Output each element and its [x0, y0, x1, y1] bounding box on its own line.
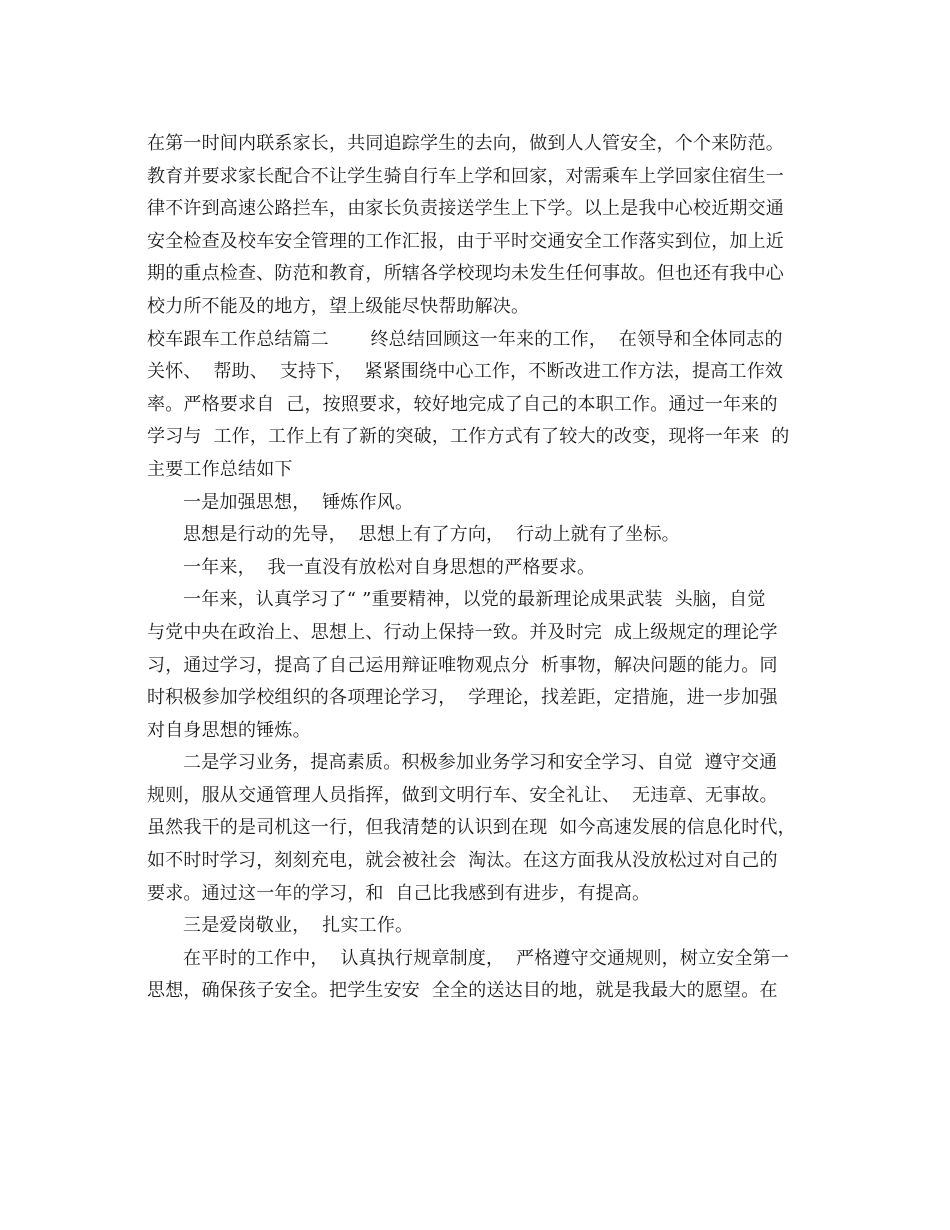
- text-line: 三是爱岗敬业， 扎实工作。: [183, 915, 414, 937]
- text-line: 虽然我干的是司机这一行，但我清楚的认识到在现 如今高速发展的信息化时代，: [147, 817, 796, 839]
- document-body: [147, 128, 807, 1008]
- text-line: 思想是行动的先导， 思想上有了方向， 行动上就有了坐标。: [183, 524, 680, 546]
- text-line: 一年来， 我一直没有放松对自身思想的严格要求。: [183, 556, 596, 578]
- text-line: 率。严格要求自 己，按照要求，较好地完成了自己的本职工作。通过一年来的: [147, 393, 778, 415]
- text-line: 学习与 工作，工作上有了新的突破，工作方式有了较大的改变，现将一年来 的: [147, 426, 790, 448]
- text-line: 主要工作总结如下: [147, 458, 293, 480]
- text-line: 与党中央在政治上、思想上、行动上保持一致。并及时完 成上级规定的理论学: [147, 621, 778, 643]
- text-line: 期的重点检查、防范和教育，所辖各学校现均未发生任何事故。但也还有我中心: [147, 263, 784, 285]
- text-line: 规则，服从交通管理人员指挥，做到文明行车、安全礼让、 无违章、无事故。: [147, 784, 778, 806]
- text-line: 校车跟车工作总结篇二 终总结回顾这一年来的工作， 在领导和全体同志的: [147, 328, 783, 350]
- text-line: 一年来，认真学习了“ ”重要精神，以党的最新理论成果武装 头脑，自觉: [183, 589, 766, 611]
- text-line: 关怀、 帮助、 支持下， 紧紧围绕中心工作，不断改进工作方法，提高工作效: [147, 361, 784, 383]
- text-line: 在第一时间内联系家长，共同追踪学生的去向，做到人人管安全，个个来防范。: [147, 133, 784, 154]
- text-line: 教育并要求家长配合不让学生骑自行车上学和回家，对需乘车上学回家住宿生一: [147, 165, 784, 187]
- text-line: 习，通过学习，提高了自己运用辩证唯物观点分 析事物，解决问题的能力。同: [147, 654, 778, 676]
- text-line: 校力所不能及的地方，望上级能尽快帮助解决。: [147, 295, 530, 317]
- text-line: 思想，确保孩子安全。把学生安安 全全的送达目的地，就是我最大的愿望。在: [147, 980, 778, 1002]
- text-line: 二是学习业务，提高素质。积极参加业务学习和安全学习、自觉 遵守交通: [183, 752, 778, 774]
- text-line: 律不许到高速公路拦车，由家长负责接送学生上下学。以上是我中心校近期交通: [147, 198, 784, 220]
- text-line: 时积极参加学校组织的各项理论学习， 学理论，找差距，定措施，进一步加强: [147, 687, 778, 709]
- text-line: 如不时时学习，刻刻充电，就会被社会 淘汰。在这方面我从没放松过对自己的: [147, 850, 778, 872]
- text-line: 对自身思想的锤炼。: [147, 719, 311, 741]
- text-line: 在平时的工作中， 认真执行规章制度， 严格遵守交通规则，树立安全第一: [183, 947, 790, 969]
- text-line: 安全检查及校车安全管理的工作汇报，由于平时交通安全工作落实到位，加上近: [147, 230, 784, 252]
- text-line: 一是加强思想， 锤炼作风。: [183, 491, 414, 513]
- text-line: 要求。通过这一年的学习，和 自己比我感到有进步，有提高。: [147, 882, 651, 904]
